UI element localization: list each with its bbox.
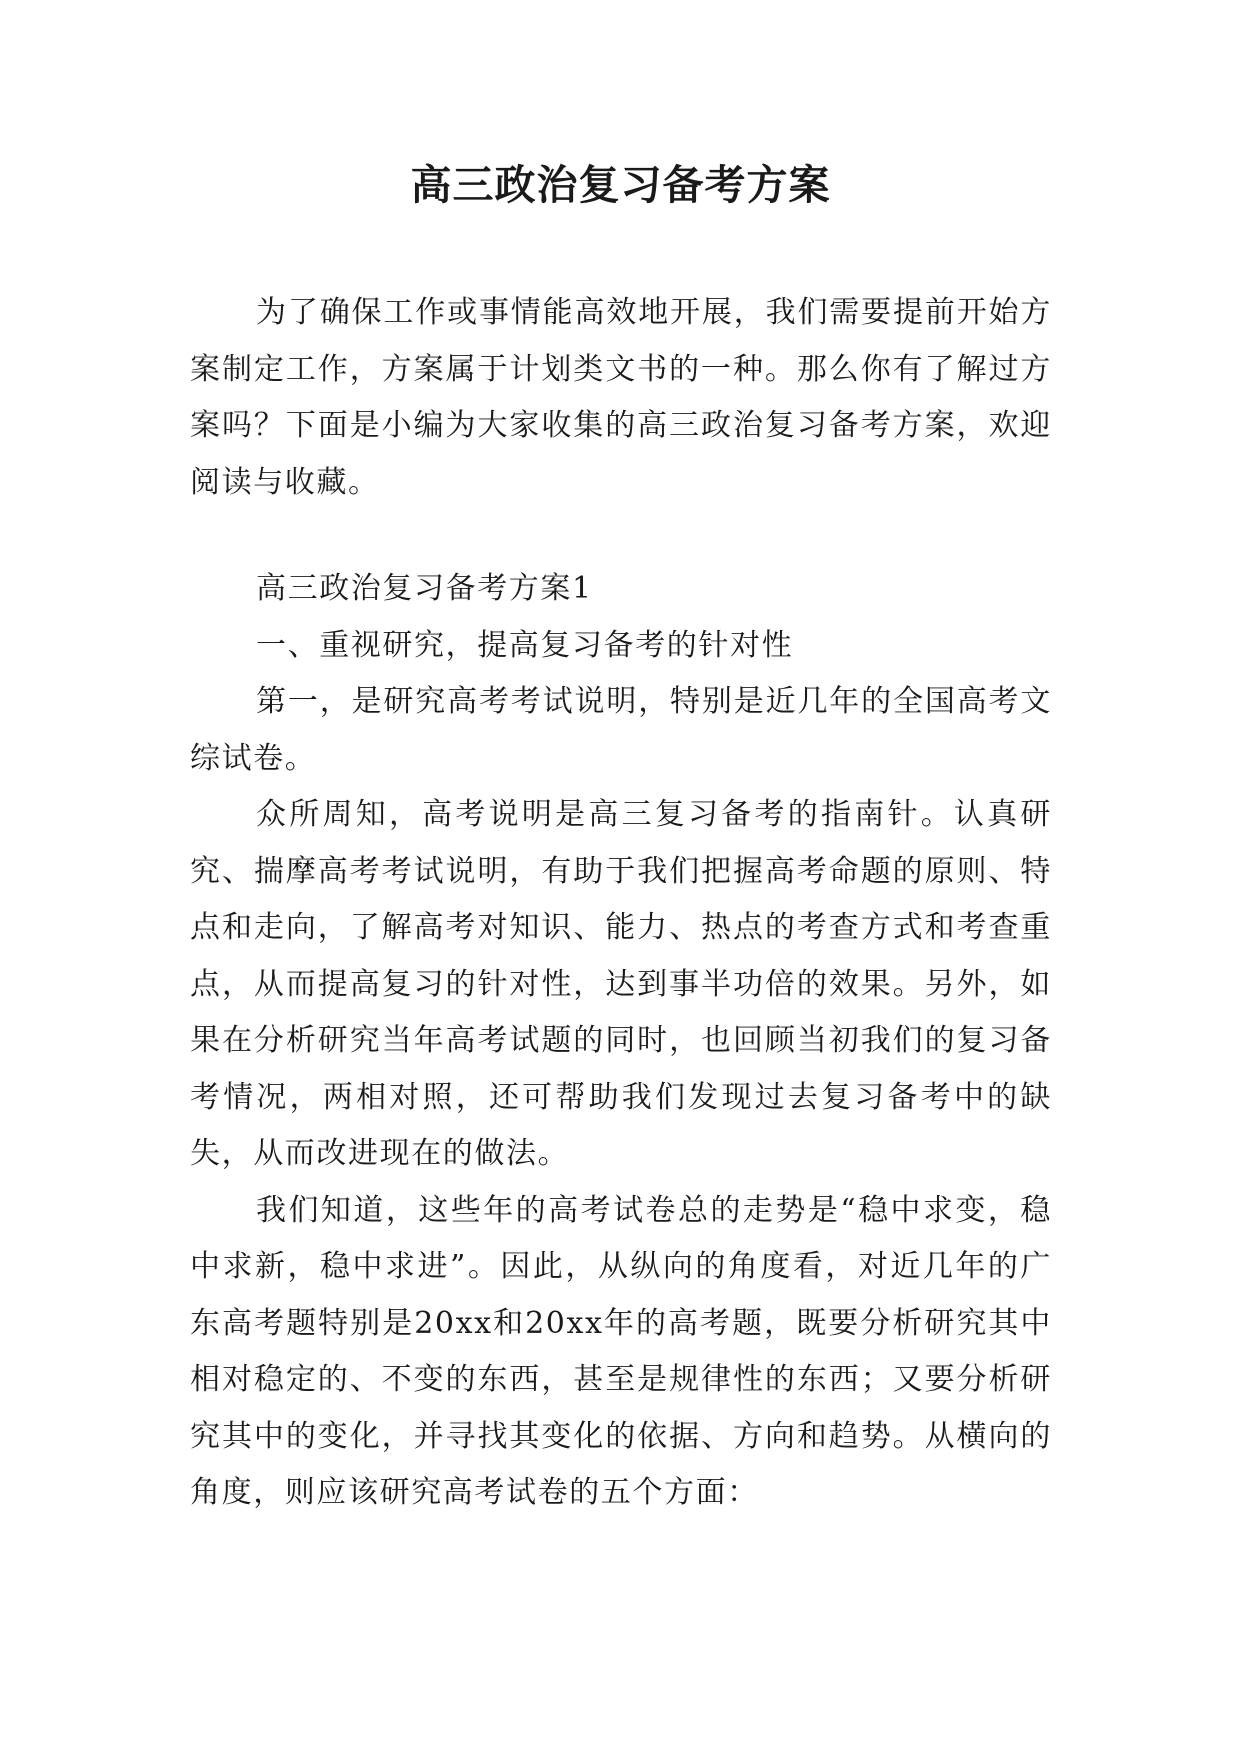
section-heading: 一、重视研究，提高复习备考的针对性: [256, 627, 794, 663]
body-paragraph-3: 我们知道，这些年的高考试卷总的走势是“稳中求变，稳中求新，稳中求进”。因此，从纵向的角度看，对近几年的广东高考题特别是20xx和20xx年的高考题，既要分析研究其中相对稳定的、不变的东西，甚至是规律性的东西；又要分析研究其中的变化，并寻找其变化的依据、方向和趋势。从横向的角度，则应该研究高考试卷的五个方面：: [190, 1192, 1052, 1510]
body-paragraph-1: 第一，是研究高考考试说明，特别是近几年的全国高考文综试卷。: [190, 684, 1052, 776]
document-body: [190, 285, 1052, 1522]
intro-paragraph: 为了确保工作或事情能高效地开展，我们需要提前开始方案制定工作，方案属于计划类文书的一种。那么你有了解过方案吗？下面是小编为大家收集的高三政治复习备考方案，欢迎阅读与收藏。: [190, 295, 1052, 500]
paragraph-gap: [190, 511, 1052, 561]
document-title: 高三政治复习备考方案: [410, 161, 831, 209]
body-paragraph-2: 众所周知，高考说明是高三复习备考的指南针。认真研究、揣摩高考考试说明，有助于我们把握高考命题的原则、特点和走向，了解高考对知识、能力、热点的考查方式和考查重点，从而提高复习的针对性，达到事半功倍的效果。另外，如果在分析研究当年高考试题的同时，也回顾当初我们的复习备考情况，两相对照，还可帮助我们发现过去复习备考中的缺失，从而改进现在的做法。: [190, 797, 1052, 1171]
section-title: 高三政治复习备考方案1: [256, 571, 593, 606]
